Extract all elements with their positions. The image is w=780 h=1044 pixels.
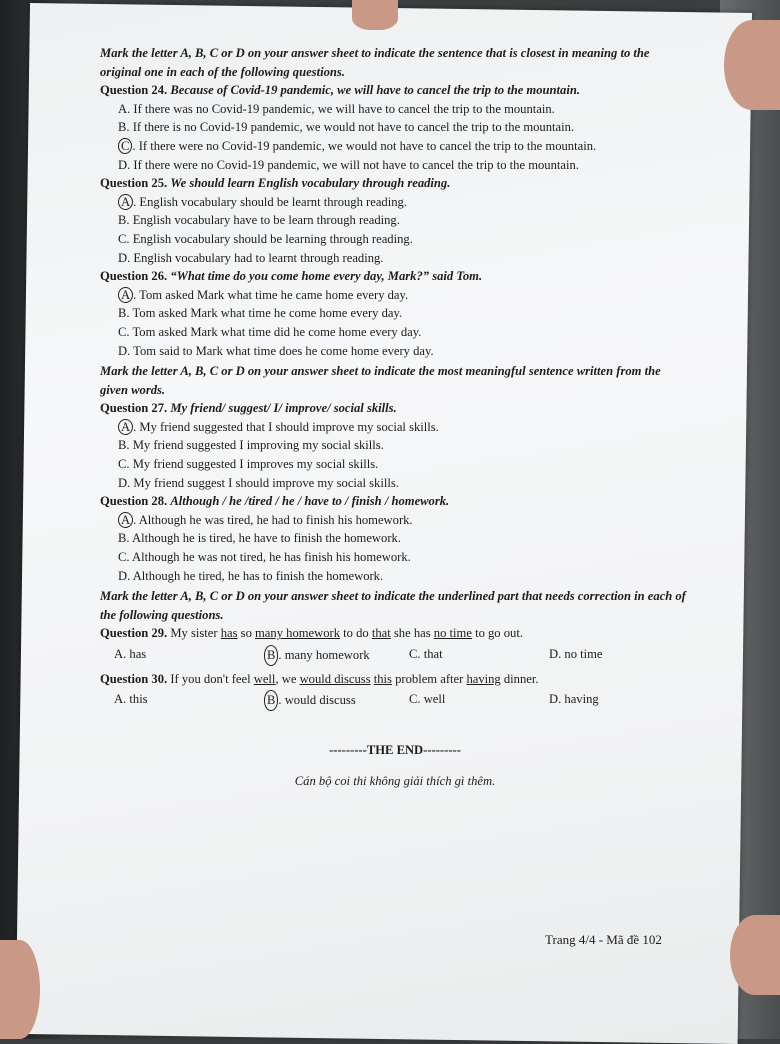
instruction-meaningful-sentence: Mark the letter A, B, C or D on your answer sheet to indicate the most meaningful sentence written from the given words. [100, 364, 661, 397]
option: B. If there is no Covid-19 pandemic, we would not have to cancel the trip to the mountain. [118, 120, 575, 135]
option: B. Tom asked Mark what time he come home every day. [118, 306, 403, 321]
option: C. Although he was not tired, he has finish his homework. [118, 550, 411, 565]
underlined-part: would discuss [299, 671, 371, 686]
page-footer: Trang 4/4 - Mã đề 102 [545, 932, 662, 947]
question-25: Question 25. We should learn English vocabulary through reading. [100, 176, 451, 191]
question-26: Question 26. “What time do you come home every day, Mark?” said Tom. [100, 269, 483, 284]
option: D. Although he tired, he has to finish the homework. [118, 568, 384, 583]
option: C. that [409, 647, 443, 661]
proctor-note: Cán bộ coi thi không giải thích gì thêm. [294, 773, 496, 788]
option: A. this [114, 692, 148, 707]
underlined-part: this [373, 671, 392, 686]
question-29: Question 29. My sister has so many homework to do that she has no time to go out. [100, 626, 523, 641]
option: C. My friend suggested I improves my social skills. [118, 457, 379, 472]
option-circled: C . If there were no Covid-19 pandemic, we would not have to cancel the trip to the mountain. [118, 137, 690, 156]
option-circled: A . My friend suggested that I should improve my social skills. [118, 418, 690, 437]
option-circled: A . English vocabulary should be learnt through reading. [118, 193, 690, 212]
underlined-part: that [371, 626, 391, 641]
underlined-part: no time [433, 626, 472, 641]
question-30: Question 30. If you don't feel well, we would discuss this problem after having dinner. [100, 671, 539, 686]
instruction-correction: Mark the letter A, B, C or D on your answer sheet to indicate the underlined part that needs correction in each of the following questions. [100, 589, 686, 622]
finger-bottom-left [0, 940, 40, 1039]
option-circled: B . many homework [264, 645, 409, 666]
underlined-part: has [220, 626, 238, 641]
option-circled: A . Tom asked Mark what time he came home every day. [118, 286, 690, 305]
option: D. My friend suggest I should improve my social skills. [118, 475, 399, 490]
question-27: Question 27. My friend/ suggest/ I/ improve/ social skills. [100, 401, 397, 416]
option: D. having [549, 692, 599, 707]
underlined-part: well [253, 671, 276, 686]
option: D. Tom said to Mark what time does he come home every day. [118, 343, 434, 358]
finger-top [352, 0, 398, 30]
option: B. My friend suggested I improving my social skills. [118, 438, 384, 453]
option: C. well [409, 692, 446, 707]
exam-content [100, 42, 690, 803]
finger-bottom-right [730, 915, 780, 995]
option: D. no time [549, 647, 603, 661]
option: B. Although he is tired, he have to finish the homework. [118, 531, 401, 546]
option: C. Tom asked Mark what time did he come home every day. [118, 324, 422, 339]
option-circled: B . would discuss [264, 690, 409, 711]
option-circled: A . Although he was tired, he had to finish his homework. [118, 511, 690, 530]
underlined-part: having [466, 671, 501, 686]
option: B. English vocabulary have to be learn through reading. [118, 213, 400, 228]
option: C. English vocabulary should be learning through reading. [118, 231, 413, 246]
q30-options [114, 690, 690, 711]
option: A. has [114, 647, 147, 661]
q29-options [114, 645, 690, 666]
underlined-part: many homework [255, 626, 341, 641]
instruction-closest-meaning: Mark the letter A, B, C or D on your answer sheet to indicate the sentence that is closest in meaning to the original one in each of the following questions. [100, 46, 650, 79]
option: D. English vocabulary had to learnt through reading. [118, 250, 384, 265]
question-24: Question 24. Because of Covid-19 pandemic, we will have to cancel the trip to the mountain. [100, 83, 580, 98]
question-28: Question 28. Although / he /tired / he / have to / finish / homework. [100, 494, 450, 509]
option: D. If there were no Covid-19 pandemic, we will not have to cancel the trip to the mountain. [118, 157, 579, 172]
option: A. If there was no Covid-19 pandemic, we will have to cancel the trip to the mountain. [118, 101, 555, 116]
finger-top-right [724, 20, 780, 110]
the-end: ---------THE END--------- [329, 742, 461, 757]
